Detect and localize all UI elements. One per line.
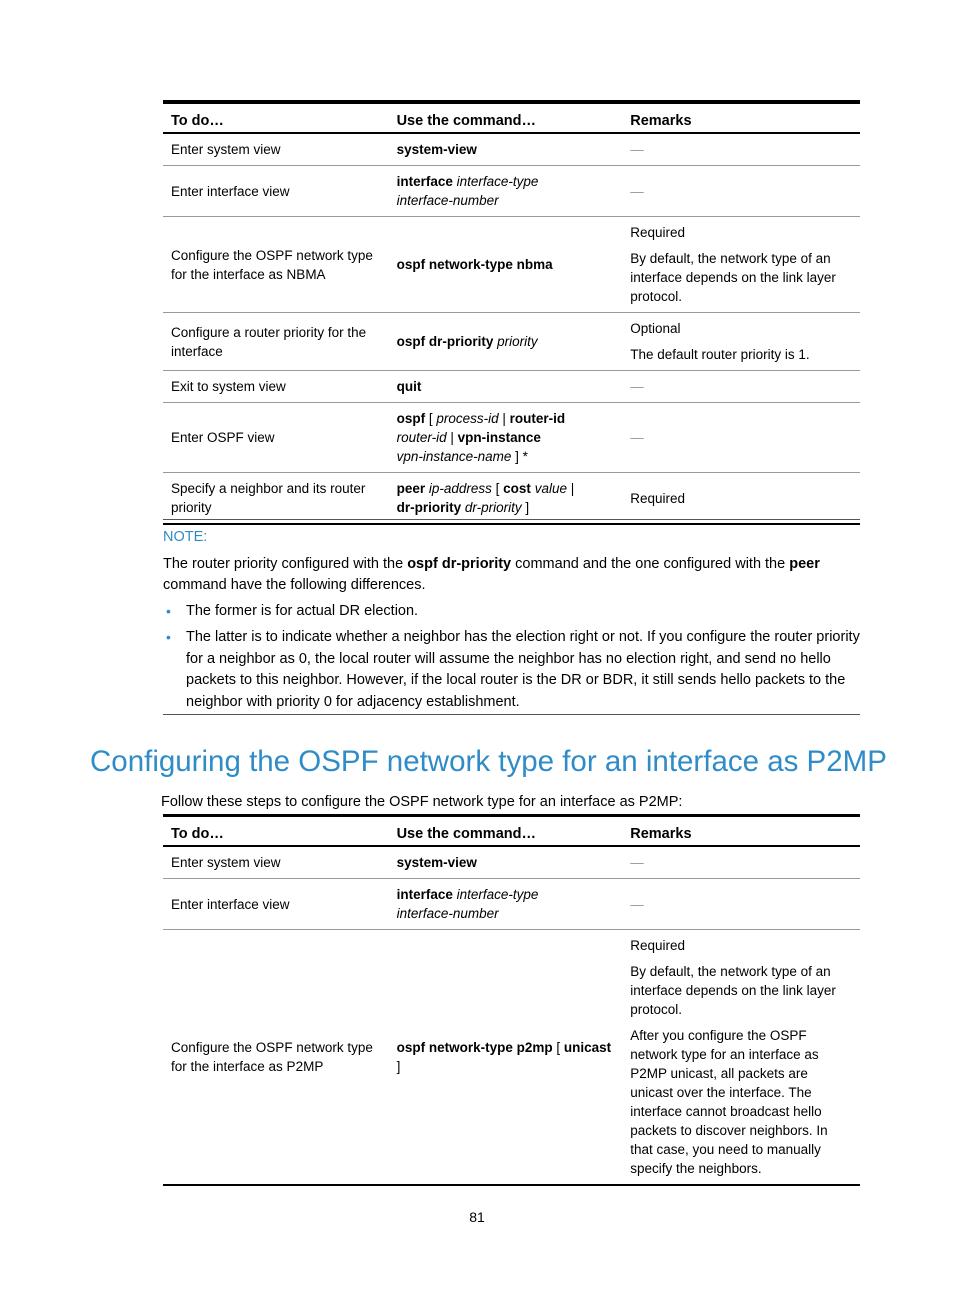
empty-dash: —: [630, 430, 644, 445]
command-argument: value: [534, 481, 567, 496]
command-argument: interface-number: [396, 193, 499, 208]
step-description: Enter interface view: [163, 166, 389, 217]
column-header-todo: To do…: [163, 102, 389, 133]
remarks-cell: [622, 133, 860, 166]
command-text: |: [566, 481, 575, 496]
step-description: Enter OSPF view: [163, 403, 389, 473]
step-description: Enter interface view: [163, 879, 389, 930]
empty-dash: —: [630, 855, 644, 870]
command-text: ] *: [511, 449, 528, 464]
step-description: Configure the OSPF network type for the interface as P2MP: [163, 930, 389, 1186]
command-text: [: [552, 1040, 564, 1055]
command-keyword: peer: [789, 555, 820, 572]
command-text: command have the following differences.: [163, 577, 426, 593]
remarks-cell: [622, 473, 860, 525]
step-description: Enter system view: [163, 133, 389, 166]
section-intro: Follow these steps to configure the OSPF network type for an interface as P2MP:: [161, 794, 683, 810]
table-row: [163, 371, 860, 403]
command-text: |: [498, 411, 510, 426]
list-item: [163, 627, 860, 713]
command-text: |: [446, 430, 458, 445]
command-keyword: dr-priority: [396, 500, 462, 515]
remark-text: By default, the network type of an interface depends on the link layer protocol.: [630, 964, 836, 1017]
remark-text: Optional: [630, 321, 681, 336]
table-row: [163, 846, 860, 879]
command-keyword: cost: [503, 481, 531, 496]
command-syntax: [389, 217, 623, 313]
p2mp-config-table: [163, 814, 860, 1186]
table-row: [163, 313, 860, 371]
command-syntax: [389, 879, 623, 930]
remarks-cell: [622, 313, 860, 371]
table-row: [163, 879, 860, 930]
remark-text: By default, the network type of an interface depends on the link layer protocol.: [630, 251, 836, 304]
command-argument: vpn-instance-name: [396, 449, 512, 464]
step-description: Enter system view: [163, 846, 389, 879]
step-description: Specify a neighbor and its router priority: [163, 473, 389, 525]
command-text: ]: [396, 1059, 401, 1074]
remark-text: Required: [630, 490, 686, 506]
command-syntax: [389, 930, 623, 1186]
column-header-remarks: Remarks: [622, 102, 860, 133]
remarks-cell: [622, 217, 860, 313]
remarks-cell: [622, 166, 860, 217]
section-title: Configuring the OSPF network type for an interface as P2MP: [90, 745, 887, 778]
command-keyword: ospf dr-priority: [396, 334, 494, 349]
remark-text: After you configure the OSPF network type for an interface as P2MP unicast, all packets are unicast over the interface. The interface cannot broadcast hello packets to discover neighbors. In that case, you need to manually specify the neighbors.: [630, 1028, 828, 1176]
table-header-row: [163, 102, 860, 133]
list-item: [163, 601, 860, 623]
table-row: [163, 166, 860, 217]
table-row: [163, 217, 860, 313]
command-keyword: vpn-instance: [457, 430, 541, 445]
empty-dash: —: [630, 183, 644, 199]
command-argument: interface-type: [456, 887, 539, 902]
bullet-icon: •: [166, 602, 171, 619]
command-syntax: [389, 166, 623, 217]
command-argument: interface-type: [456, 174, 539, 189]
command-keyword: ospf dr-priority: [407, 555, 512, 572]
empty-dash: —: [630, 896, 644, 912]
command-syntax: [389, 403, 623, 473]
column-header-command: Use the command…: [389, 102, 623, 133]
command-keyword: router-id: [509, 411, 566, 426]
note-label: NOTE:: [163, 529, 208, 545]
step-description: Exit to system view: [163, 371, 389, 403]
command-syntax: [389, 846, 623, 879]
command-keyword: ospf: [396, 411, 426, 426]
remarks-cell: [622, 930, 860, 1186]
command-keyword: ospf network-type p2mp: [396, 1040, 553, 1055]
remarks-cell: [622, 371, 860, 403]
table-row: [163, 403, 860, 473]
command-keyword: system-view: [396, 142, 477, 157]
command-syntax: [389, 473, 623, 525]
command-argument: process-id: [436, 411, 499, 426]
empty-dash: —: [630, 142, 644, 157]
command-syntax: [389, 313, 623, 371]
remark-text: Required: [630, 225, 686, 240]
table-header-row: [163, 816, 860, 847]
command-keyword: ospf network-type nbma: [396, 257, 553, 272]
command-text: ]: [521, 500, 530, 515]
step-description: Configure the OSPF network type for the interface as NBMA: [163, 217, 389, 313]
column-header-command: Use the command…: [389, 816, 623, 847]
remarks-cell: [622, 846, 860, 879]
page-number: 81: [469, 1209, 485, 1225]
command-syntax: [389, 371, 623, 403]
command-argument: priority: [497, 334, 538, 349]
command-argument: dr-priority: [464, 500, 522, 515]
command-text: [: [425, 411, 437, 426]
command-argument: ip-address: [428, 481, 492, 496]
table-row: [163, 930, 860, 1186]
bullet-text: The former is for actual DR election.: [186, 602, 419, 619]
bullet-icon: •: [166, 629, 171, 645]
command-keyword: quit: [396, 379, 422, 394]
command-argument: interface-number: [396, 906, 499, 921]
bullet-text: The latter is to indicate whether a neighbor has the election right or not. If you configure the router priority for a neighbor as 0, the local router will assume the neighbor has no election right, and send no hello packets to this neighbor. However, if the local router is the DR or BDR, it still sends hello packets to the neighbor with priority 0 for adjacency establishment.: [186, 629, 860, 710]
command-text: command and the one configured with the: [511, 555, 790, 572]
remark-text: The default router priority is 1.: [630, 347, 810, 362]
command-argument: router-id: [396, 430, 447, 445]
command-keyword: system-view: [396, 855, 477, 870]
command-keyword: unicast: [563, 1040, 612, 1055]
note-box: [163, 519, 860, 715]
step-description: Configure a router priority for the interface: [163, 313, 389, 371]
note-bullet-list: [163, 601, 860, 714]
nbma-config-table: [163, 100, 860, 525]
table-row: [163, 133, 860, 166]
command-syntax: [389, 133, 623, 166]
table-row: [163, 473, 860, 525]
remarks-cell: [622, 403, 860, 473]
command-keyword: interface: [396, 887, 453, 902]
note-intro: [163, 554, 860, 597]
empty-dash: —: [630, 379, 644, 394]
command-keyword: interface: [396, 174, 453, 189]
column-header-todo: To do…: [163, 816, 389, 847]
command-text: [: [491, 481, 504, 496]
remark-text: Required: [630, 938, 686, 953]
column-header-remarks: Remarks: [622, 816, 860, 847]
command-keyword: peer: [396, 481, 426, 496]
remarks-cell: [622, 879, 860, 930]
command-text: The router priority configured with the: [163, 555, 408, 572]
